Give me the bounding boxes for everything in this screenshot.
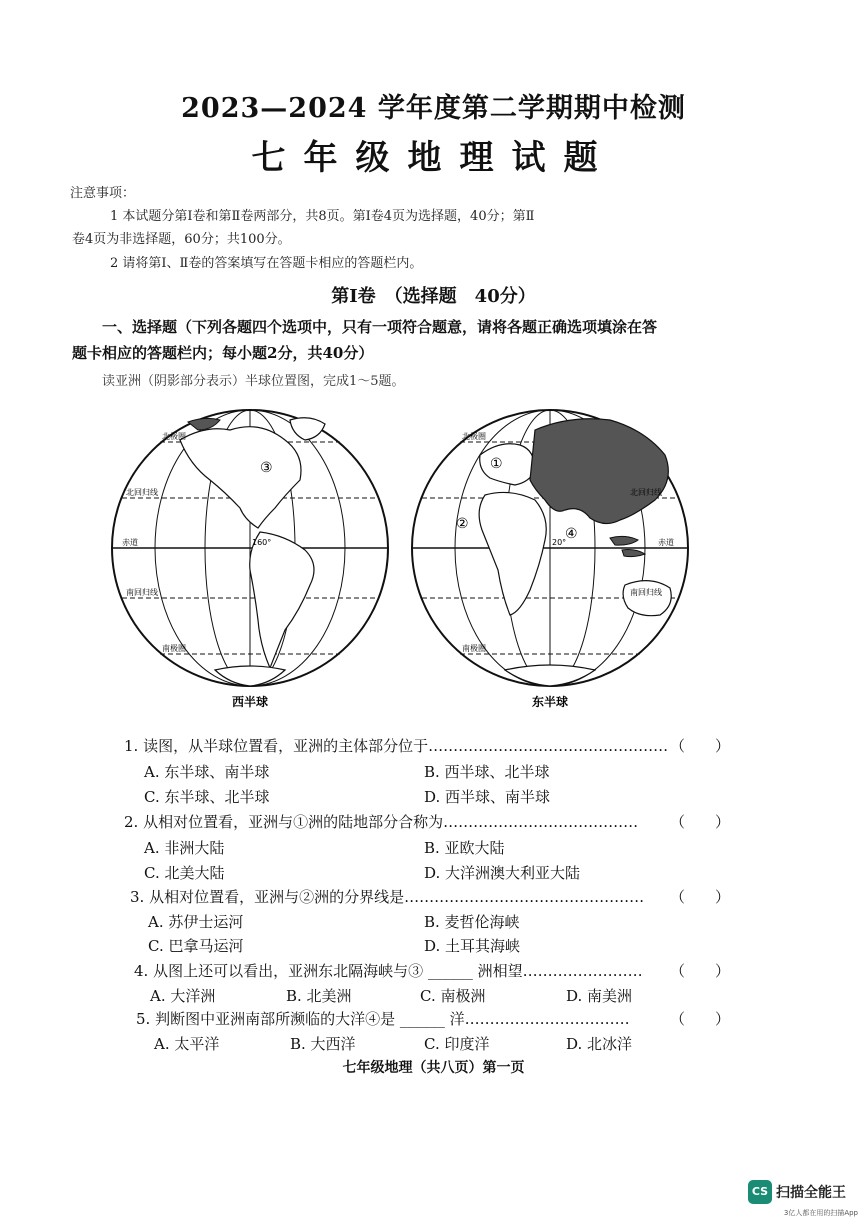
western-hemisphere [112,410,388,709]
tropic-south-label-east: 南回归线 [630,588,662,597]
question-5-answer-slot[interactable]: （ ） [670,1010,731,1028]
question-1-option-d[interactable]: D. 西半球、南半球 [424,788,551,806]
antarctic-label-east: 南极圈 [462,644,486,653]
question-1-option-a[interactable]: A. 东半球、南半球 [144,763,270,781]
question-5-option-b[interactable]: B. 大西洋 [290,1035,356,1053]
question-3-option-b[interactable]: B. 麦哲伦海峡 [424,913,520,931]
question-2-answer-slot[interactable]: （ ） [670,813,731,831]
map-mark-3: ③ [260,460,273,476]
question-2-option-d[interactable]: D. 大洋洲澳大利亚大陆 [424,864,581,882]
question-2-option-c[interactable]: C. 北美大陆 [144,864,225,882]
map-mark-2: ② [456,516,469,532]
tropic-north-label-west: 北回归线 [126,488,158,497]
arctic-label-west: 北极圈 [162,432,186,441]
scanner-logo-icon: CS [748,1180,772,1204]
note-item-1-cont: 卷4页为非选择题，60分；共100分。 [72,232,291,247]
question-5-option-d[interactable]: D. 北冰洋 [566,1035,633,1053]
arctic-label-east: 北极圈 [462,432,486,441]
page-footer: 七年级地理（共八页）第一页 [342,1060,525,1076]
longitude-label-east: 20° [552,538,567,547]
section-title: 第Ⅰ卷 （选择题 40分） [331,286,536,307]
question-1-answer-slot[interactable]: （ ） [670,737,731,755]
equator-label-west: 赤道 [122,538,138,547]
question-4-option-a[interactable]: A. 大洋洲 [150,987,216,1005]
question-2-option-b[interactable]: B. 亚欧大陆 [424,839,505,857]
question-2-stem: 2. 从相对位置看，亚洲与①洲的陆地部分合称为………………………………… [124,813,639,831]
question-3-answer-slot[interactable]: （ ） [670,888,731,906]
question-2-option-a[interactable]: A. 非洲大陆 [144,839,225,857]
exam-title: 2023—2024 学年度第二学期期中检测 [181,93,686,124]
section-instruction-cont: 题卡相应的答题栏内；每小题2分，共40分） [72,344,374,362]
exam-subtitle: 七年级地理试题 [251,138,616,178]
notes-heading: 注意事项： [70,186,136,201]
map-instruction: 读亚洲（阴影部分表示）半球位置图，完成1～5题。 [102,374,405,389]
east-hemisphere-label: 东半球 [532,695,569,709]
west-hemisphere-label: 西半球 [232,695,269,709]
note-item-1: 1 本试题分第Ⅰ卷和第Ⅱ卷两部分，共8页。第Ⅰ卷4页为选择题，40分；第Ⅱ [110,209,535,224]
question-4-stem: 4. 从图上还可以看出，亚洲东北隔海峡与③ ______ 洲相望…………………… [134,962,643,980]
question-1-stem: 1. 读图，从半球位置看，亚洲的主体部分位于………………………………………… [124,737,669,755]
antarctic-label-west: 南极圈 [162,644,186,653]
question-3-option-a[interactable]: A. 苏伊士运河 [148,913,244,931]
eastern-hemisphere [412,410,688,709]
scanner-app-name: 扫描全能王 [776,1185,846,1201]
note-item-2: 2 请将第Ⅰ、Ⅱ卷的答案填写在答题卡相应的答题栏内。 [110,256,423,271]
longitude-label-west: 160° [252,538,272,547]
equator-label-east: 赤道 [658,538,674,547]
question-4-answer-slot[interactable]: （ ） [670,962,731,980]
question-4-option-b[interactable]: B. 北美洲 [286,987,352,1005]
map-mark-4: ④ [565,526,578,542]
hemisphere-map [110,400,710,710]
section-instruction: 一、选择题（下列各题四个选项中，只有一项符合题意，请将各题正确选项填涂在答 [102,318,658,336]
question-4-option-d[interactable]: D. 南美洲 [566,987,633,1005]
question-1-option-b[interactable]: B. 西半球、北半球 [424,763,550,781]
question-5-option-a[interactable]: A. 太平洋 [154,1035,220,1053]
question-3-option-d[interactable]: D. 土耳其海峡 [424,937,521,955]
question-1-option-c[interactable]: C. 东半球、北半球 [144,788,270,806]
map-mark-1: ① [490,456,503,472]
question-5-option-c[interactable]: C. 印度洋 [424,1035,490,1053]
tropic-north-label-east: 北回归线 [630,488,662,497]
question-5-stem: 5. 判断图中亚洲南部所濒临的大洋④是 ______ 洋…………………………… [136,1010,630,1028]
tropic-south-label-west: 南回归线 [126,588,158,597]
question-3-stem: 3. 从相对位置看，亚洲与②洲的分界线是………………………………………… [130,888,645,906]
question-3-option-c[interactable]: C. 巴拿马运河 [148,937,244,955]
scanner-tagline: 3亿人都在用的扫描App [783,1209,858,1217]
scanner-watermark [748,1180,858,1220]
question-4-option-c[interactable]: C. 南极洲 [420,987,486,1005]
